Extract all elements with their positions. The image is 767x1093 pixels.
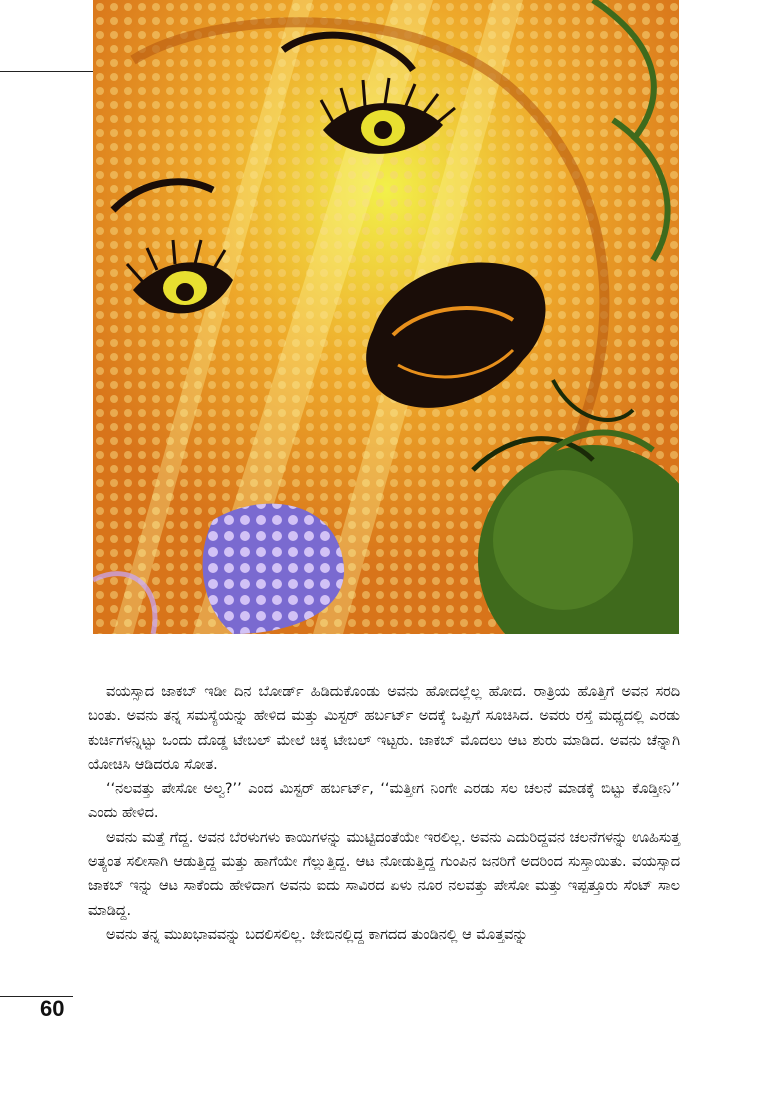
top-margin-rule	[0, 71, 93, 72]
chapter-illustration	[93, 0, 679, 634]
paragraph: ಅವನು ತನ್ನ ಮುಖಭಾವವನ್ನು ಬದಲಿಸಲಿಲ್ಲ. ಜೇಬಿನಲ್ಲಿದ್ದ ಕಾಗದದ ತುಂಡಿನಲ್ಲಿ ಆ ಮೊತ್ತವನ್ನು	[106, 926, 528, 943]
abstract-face-artwork	[93, 0, 679, 634]
story-text	[88, 680, 680, 947]
paragraph: ವಯಸ್ಸಾದ ಜಾಕಬ್ ಇಡೀ ದಿನ ಬೋರ್ಡ್ ಹಿಡಿದುಕೊಂಡು ಅವನು ಹೋದಲ್ಲೆಲ್ಲ ಹೋದ. ರಾತ್ರಿಯ ಹೊತ್ತಿಗೆ ಅವನ ಸರದಿ ಬಂತು. ಅವನು ತನ್ನ ಸಮಸ್ಯೆಯನ್ನು ಹೇಳಿದ ಮತ್ತು ಮಿಸ್ಟರ್ ಹರ್ಬರ್ಟ್ ಅದಕ್ಕೆ ಒಪ್ಪಿಗೆ ಸೂಚಿಸಿದ. ಅವರು ರಸ್ತೆ ಮಧ್ಯದಲ್ಲಿ ಎರಡು ಕುರ್ಚಿಗಳನ್ನಿಟ್ಟು ಒಂದು ದೊಡ್ಡ ಟೇಬಲ್ ಮೇಲೆ ಚಿಕ್ಕ ಟೇಬಲ್ ಇಟ್ಟರು. ಜಾಕಬ್ ಮೊದಲು ಆಟ ಶುರು ಮಾಡಿದ. ಅವನು ಚೆನ್ನಾಗಿ ಯೋಚಿಸಿ ಆಡಿದರೂ ಸೋತ.	[88, 684, 680, 773]
paragraph: ಅವನು ಮತ್ತೆ ಗೆದ್ದ. ಅವನ ಬೆರಳುಗಳು ಕಾಯಿಗಳನ್ನು ಮುಟ್ಟಿದಂತೆಯೇ ಇರಲಿಲ್ಲ. ಅವನು ಎದುರಿದ್ದವನ ಚಲನೆಗಳನ್ನು ಊಹಿಸುತ್ತ ಅತ್ಯಂತ ಸಲೀಸಾಗಿ ಆಡುತ್ತಿದ್ದ ಮತ್ತು ಹಾಗೆಯೇ ಗೆಲ್ಲುತ್ತಿದ್ದ. ಆಟ ನೋಡುತ್ತಿದ್ದ ಗುಂಪಿನ ಜನರಿಗೆ ಅದರಿಂದ ಸುಸ್ತಾಯಿತು. ವಯಸ್ಸಾದ ಜಾಕಬ್ ಇನ್ನು ಆಟ ಸಾಕೆಂದು ಹೇಳಿದಾಗ ಅವನು ಐದು ಸಾವಿರದ ಏಳು ನೂರ ನಲವತ್ತು ಪೇಸೋ ಮತ್ತು ಇಪ್ಪತ್ತೂರು ಸೆಂಟ್ ಸಾಲ ಮಾಡಿದ್ದ.	[88, 829, 680, 919]
page-number: 60	[40, 996, 65, 1021]
paragraph: ‘‘ನಲವತ್ತು ಪೇಸೋ ಅಲ್ವ?’’ ಎಂದ ಮಿಸ್ಟರ್ ಹರ್ಬರ್ಟ್, ‘‘ಮತ್ತೀಗ ನಿಂಗೇ ಎರಡು ಸಲ ಚಲನೆ ಮಾಡಕ್ಕೆ ಬಿಟ್ಟು ಕೊಡ್ತೀನಿ’’ ಎಂದು ಹೇಳಿದ.	[88, 781, 680, 822]
